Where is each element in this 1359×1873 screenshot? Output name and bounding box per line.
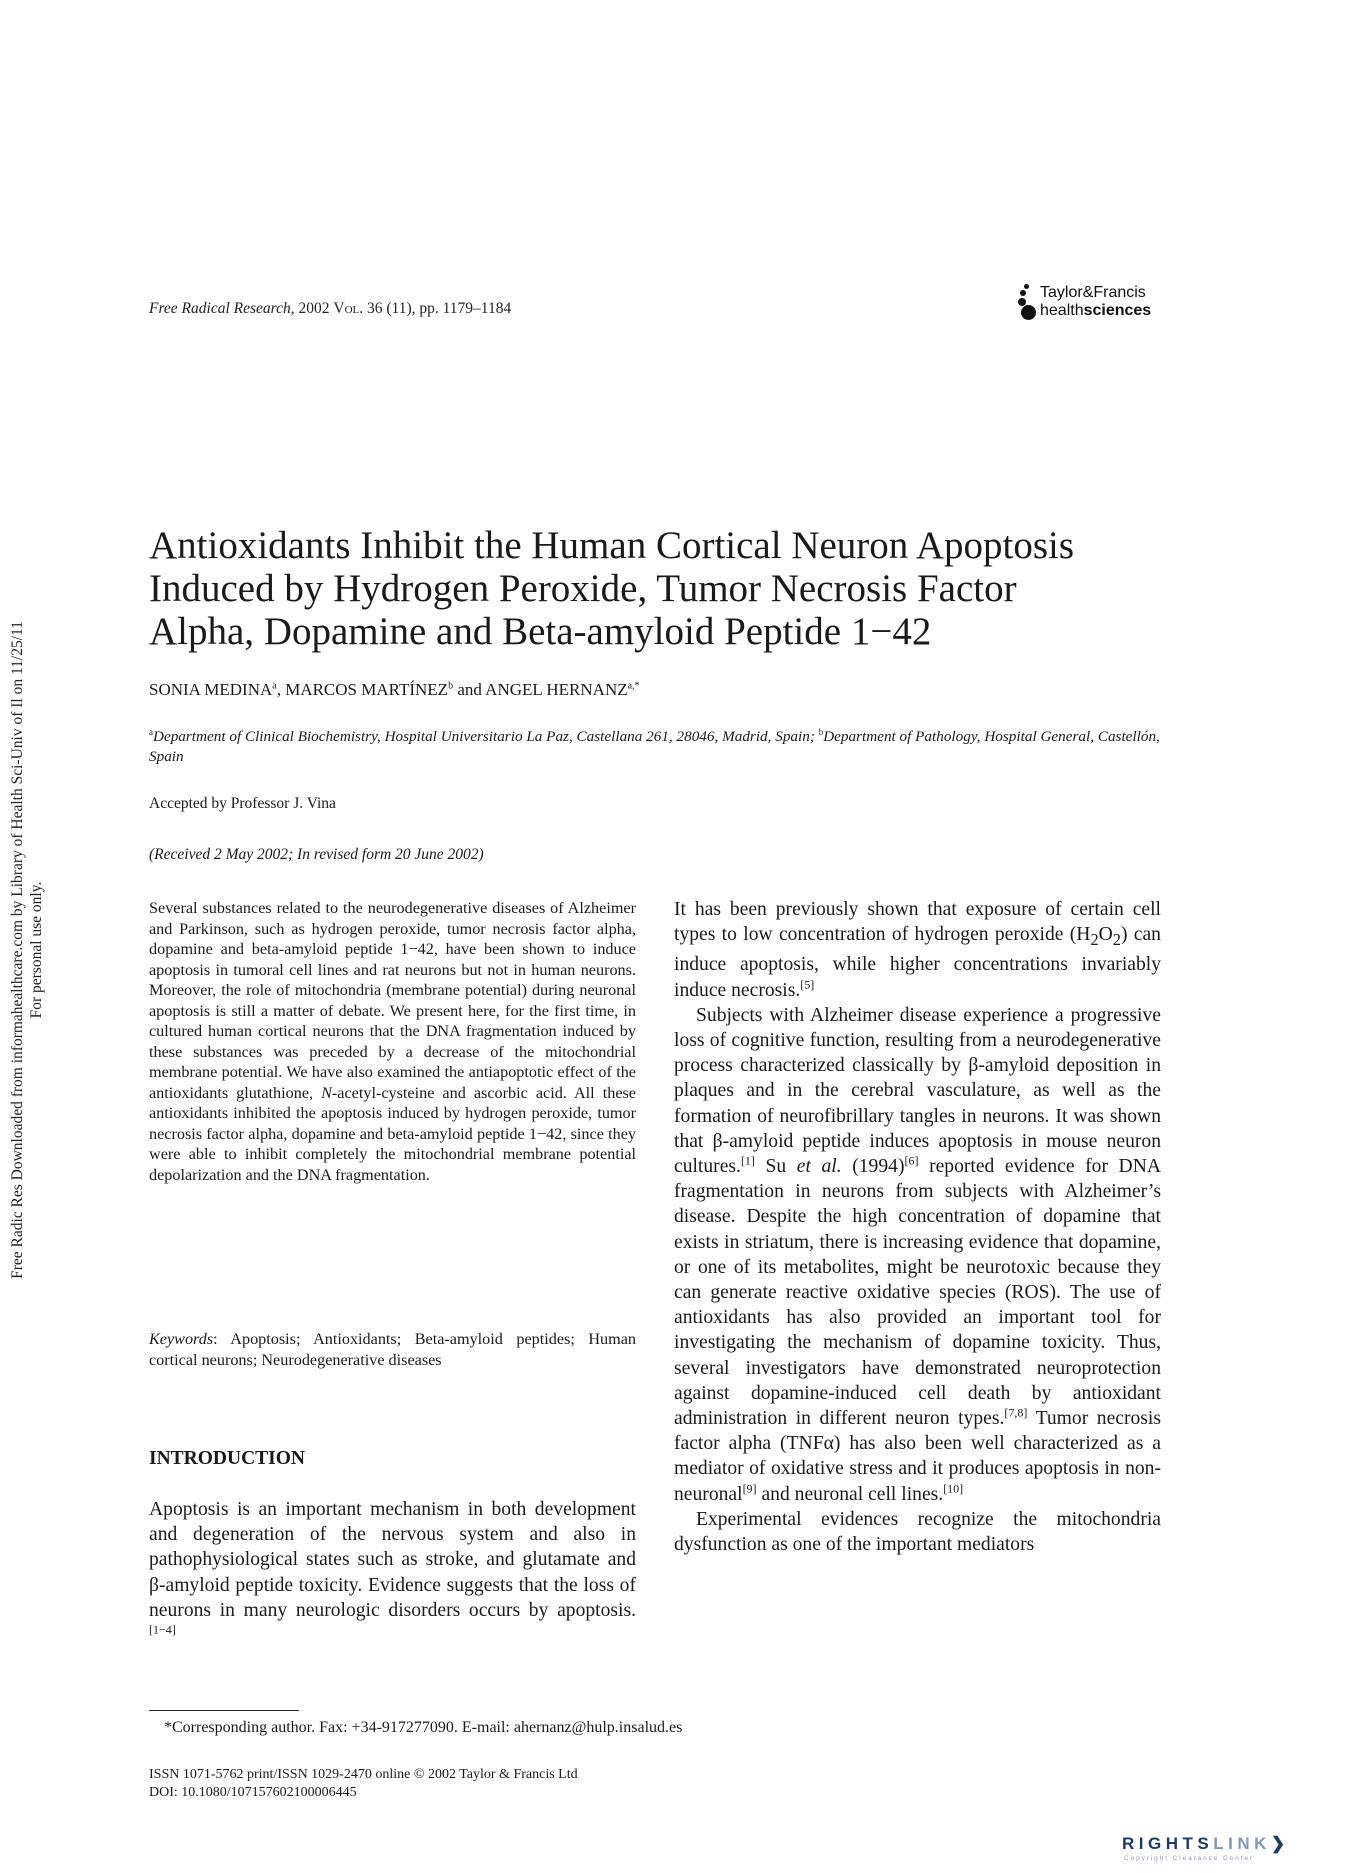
journal-year: , 2002	[290, 300, 334, 317]
body-paragraph: Subjects with Alzheimer disease experience a progressive loss of cognitive function, resulting from a neurodegenerative process characterized classically by β-amyloid deposition in plaques and in the cerebral vasculature, as well as the formation of neurofibrillary tangles in neurons. It was shown that β-amyloid peptide induces apoptosis in mouse neuron cultures.[1] Su et al. (1994)[6] reported evidence for DNA fragmentation in neurons from subjects with Alzheimer’s disease. Despite the high concentration of dopamine that exists in striatum, there is increasing evidence that dopamine, or one of its metabolites, might be neurotoxic because they can generate reactive oxidative species (ROS). The use of antioxidants has also provided an important tool for investigating the mechanism of dopamine toxicity. Thus, several investigators have demonstrated neuroprotection against dopamine-induced cell death by antioxidant administration in different neuron types.[7,8] Tumor necrosis factor alpha (TNFα) has also been well characterized as a mediator of oxidative stress and it produces apoptosis in non-neuronal[9] and neuronal cell lines.[10]	[674, 1004, 1161, 1505]
journal-citation	[149, 300, 511, 318]
citation-ref: [10]	[943, 1481, 964, 1496]
citation-ref: [6]	[904, 1153, 919, 1168]
author-name: MARCOS MARTÍNEZ	[285, 680, 449, 699]
keywords-text: : Apoptosis; Antioxidants; Beta-amyloid peptides; Human cortical neurons; Neurodegenerative diseases	[149, 1330, 636, 1369]
citation-ref: [5]	[800, 976, 815, 991]
citation-ref: [1−4]	[149, 1622, 176, 1637]
rightslink-rights: RIGHTS	[1122, 1834, 1214, 1853]
body-paragraph: It has been previously shown that exposure of certain cell types to low concentration of hydrogen peroxide $(H_2O_2)$ can induce apoptosis, while higher concentrations invariably induce necrosis.[5]	[674, 899, 1161, 1001]
citation-ref: [9]	[742, 1481, 757, 1496]
abstract: Several substances related to the neurodegenerative diseases of Alzheimer and Parkinson, such as hydrogen peroxide, tumor necrosis factor alpha, dopamine and beta-amyloid peptide 1−42, have been shown to induce apoptosis in tumoral cell lines and rat neurons but not in human neurons. Moreover, the role of mitochondria (membrane potential) during neuronal apoptosis is still a matter of debate. We present here, for the first time, in cultured human cortical neurons that the DNA fragmentation induced by these substances was preceded by a decrease of the mitochondrial membrane potential. We have also examined the antiapoptotic effect of the antioxidants glutathione, N-acetyl-cysteine and ascorbic acid. All these antioxidants inhibited the apoptosis induced by hydrogen peroxide, tumor necrosis factor alpha, dopamine and beta-amyloid peptide 1−42, since they were able to inhibit completely the mitochondrial membrane potential depolarization and the DNA fragmentation.	[149, 899, 636, 1184]
title-line: Induced by Hydrogen Peroxide, Tumor Necrosis Factor	[149, 567, 1017, 610]
keywords-label: Keywords	[149, 1330, 214, 1348]
keywords	[149, 1329, 636, 1370]
accepted-by: Accepted by Professor J. Vina	[149, 795, 336, 812]
publication-info	[149, 1766, 578, 1802]
corresponding-author-footnote: *Corresponding author. Fax: +34-917277090. E-mail: ahernanz@hulp.insalud.es	[164, 1719, 683, 1736]
author-name: ANGEL HERNANZ	[485, 680, 628, 699]
author-affiliation-mark: b	[448, 680, 454, 692]
rightslink-link: LINK	[1213, 1834, 1271, 1853]
journal-name: Free Radical Research	[149, 300, 291, 317]
publisher-name: Taylor&Francis	[1040, 284, 1146, 301]
affiliation-a: Department of Clinical Biochemistry, Hospital Universitario La Paz, Castellana 261, 28046, Madrid, Spain;	[153, 728, 819, 746]
affiliations: $^a$Department of Clinical Biochemistry, Hospital Universitario La Paz, Castellana 261, 28046, Madrid, Spain; $^b$Department of Pathology, Hospital General, Castellón, Spain	[149, 727, 1160, 766]
section-heading-introduction: INTRODUCTION	[149, 1448, 306, 1469]
citation-ref: [1]	[740, 1153, 755, 1168]
right-column-text	[674, 897, 1161, 1557]
body-paragraph: Experimental evidences recognize the mitochondria dysfunction as one of the important mediators	[674, 1508, 1161, 1555]
download-watermark	[8, 590, 68, 1310]
publisher-logo	[1018, 284, 1178, 322]
issn-line: ISSN 1071-5762 print/ISSN 1029-2470 online © 2002 Taylor & Francis Ltd	[149, 1767, 578, 1782]
journal-vol-detail: 36 (11), pp. 1179–1184	[363, 300, 512, 317]
doi-line: DOI: 10.1080/107157602100006445	[149, 1785, 357, 1800]
publisher-division: healthsciences	[1040, 302, 1152, 319]
author-name: SONIA MEDINA	[149, 680, 273, 699]
journal-vol-label: Vol.	[333, 300, 364, 317]
received-dates: (Received 2 May 2002; In revised form 20 June 2002)	[149, 846, 484, 863]
affiliation-b: Department of Pathology, Hospital General, Castellón, Spain	[149, 728, 1160, 766]
article-title	[149, 524, 1209, 653]
watermark-line-2: For personal use only.	[28, 881, 45, 1019]
citation-ref: [7,8]	[1004, 1405, 1028, 1420]
author-list: SONIA MEDINA$^a$, MARCOS MARTÍNEZ$^b$ and ANGEL $HERNANZ^{a,*}$	[149, 680, 640, 699]
taylor-francis-dots-icon	[1018, 284, 1038, 322]
rightslink-logo	[1122, 1834, 1347, 1864]
title-line: Alpha, Dopamine and Beta-amyloid Peptide 1−42	[149, 610, 932, 653]
rightslink-arrow-icon: ❯	[1270, 1834, 1286, 1853]
author-affiliation-mark: a,*	[627, 680, 640, 692]
title-line: Antioxidants Inhibit the Human Cortical Neuron Apoptosis	[149, 524, 1075, 567]
author-affiliation-mark: a	[272, 680, 277, 692]
watermark-line-1: Free Radic Res Downloaded from informahealthcare.com by Library of Health Sci-Univ of Il on 11/25/11	[9, 621, 26, 1279]
footnote-divider	[149, 1710, 299, 1711]
rightslink-subtitle: Copyright Clearance Center	[1124, 1855, 1254, 1862]
introduction-paragraph: Apoptosis is an important mechanism in both development and degeneration of the nervous system and also in pathophysiological states such as stroke, and glutamate and β-amyloid peptide toxicity. Evidence suggests that the loss of neurons in many neurologic disorders occurs by apoptosis.[1−4]	[149, 1499, 636, 1637]
